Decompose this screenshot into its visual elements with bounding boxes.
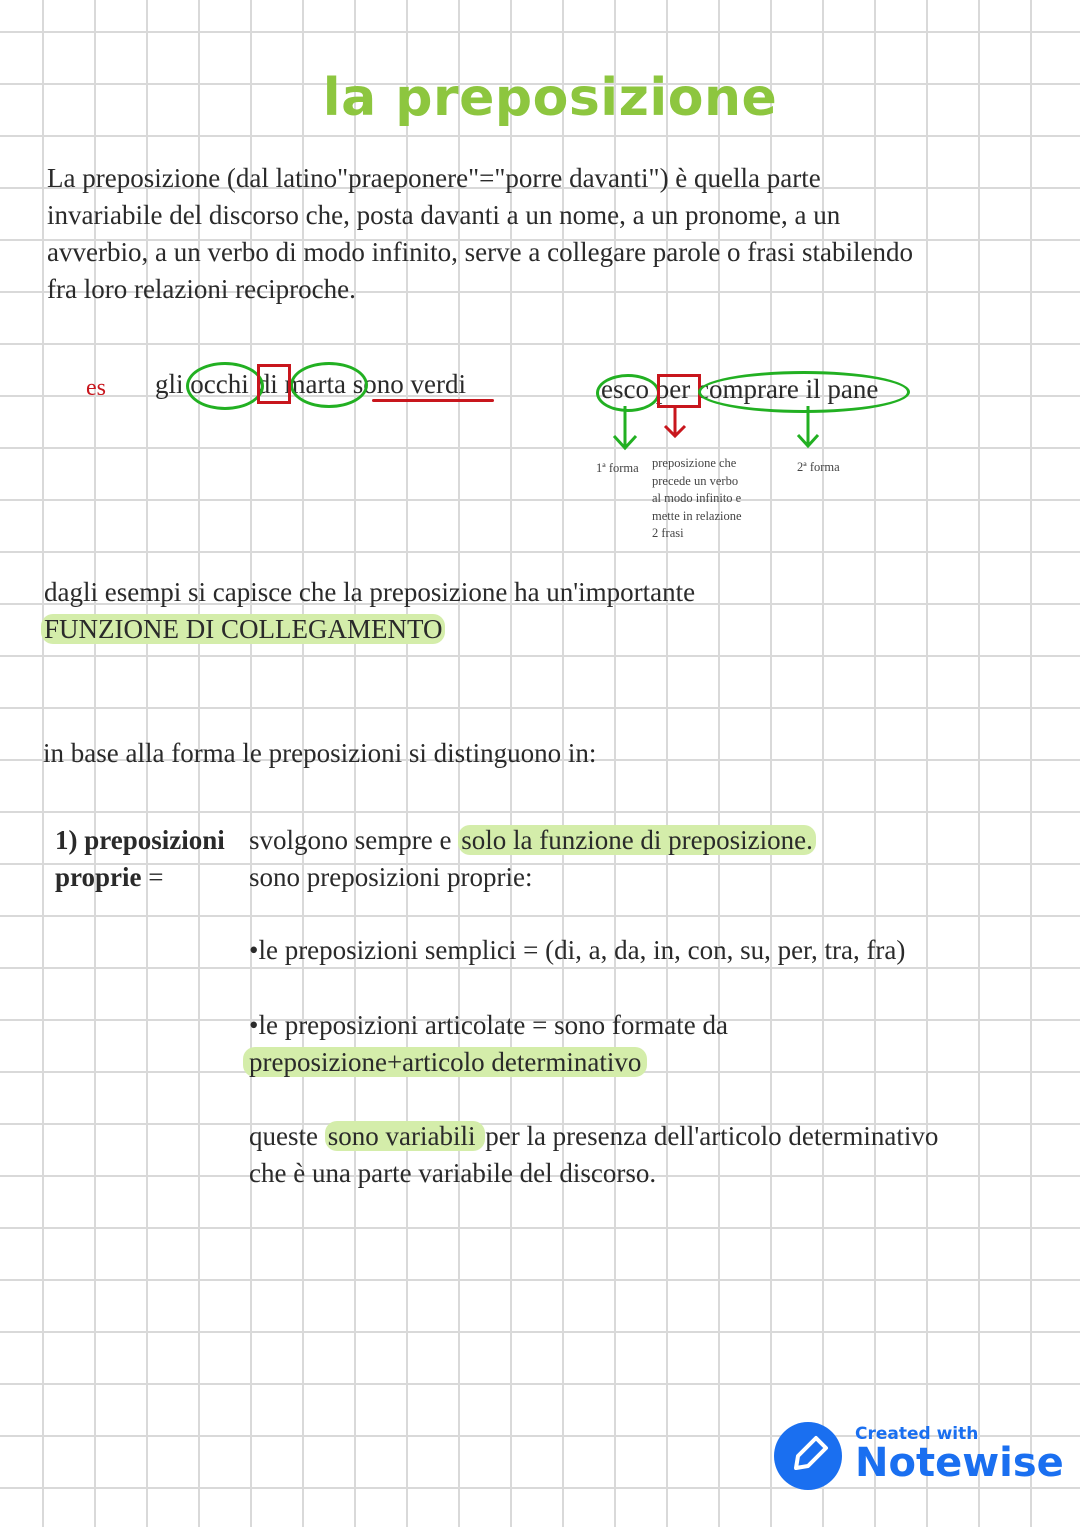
intro-line: La preposizione (dal latino"praeponere"="porre davanti") è quella parte xyxy=(47,163,821,193)
heading-line: 1) preposizioni xyxy=(55,825,225,855)
logo-created-with: Created with xyxy=(855,1424,979,1444)
variabili-note xyxy=(249,1118,938,1192)
highlight: sono variabili xyxy=(325,1121,485,1151)
text: sono preposizioni proprie: xyxy=(249,862,533,892)
note-line: preposizione che xyxy=(652,456,737,470)
word: marta xyxy=(284,369,346,399)
text: svolgono sempre e xyxy=(249,825,459,855)
box-annotation xyxy=(257,364,291,404)
note-line: 2 frasi xyxy=(652,526,684,540)
circle-annotation xyxy=(290,362,368,408)
note-preposition xyxy=(652,455,742,543)
box-annotation xyxy=(657,374,701,408)
proprie-definition xyxy=(249,822,816,896)
note-line: al modo infinito e xyxy=(652,491,742,505)
underline-annotation xyxy=(372,399,494,402)
word: esco xyxy=(601,374,649,404)
note-first-form: 1ª forma xyxy=(596,461,639,475)
forms-intro: in base alla forma le preposizioni si distinguono in: xyxy=(43,738,597,768)
arrows-icon xyxy=(600,404,840,454)
circle-annotation xyxy=(186,362,264,410)
word: occhi xyxy=(190,369,249,399)
word: di xyxy=(256,369,278,399)
word: gli xyxy=(155,369,184,399)
word: sono verdi xyxy=(352,369,466,399)
pencil-icon xyxy=(774,1422,842,1490)
intro-line: avverbio, a un verbo di modo infinito, serve a collegare parole o frasi stabilendo xyxy=(47,237,913,267)
word: comprare il pane xyxy=(696,374,879,404)
conclusion xyxy=(44,574,695,648)
articolate xyxy=(249,1007,728,1081)
semplici: •le preposizioni semplici = (di, a, da, in, con, su, per, tra, fra) xyxy=(249,935,906,965)
text: per la presenza dell'articolo determinativo xyxy=(485,1121,939,1151)
word: per xyxy=(655,374,691,404)
highlight: preposizione+articolo determinativo xyxy=(243,1047,647,1077)
logo-notewise: Notewise xyxy=(855,1440,1064,1486)
text: che è una parte variabile del discorso. xyxy=(249,1158,657,1188)
note-second-form: 2ª forma xyxy=(797,460,840,474)
intro-paragraph xyxy=(47,160,913,308)
text: •le preposizioni articolate = sono formate da xyxy=(249,1010,729,1040)
heading-line: proprie xyxy=(55,862,142,892)
text: queste xyxy=(249,1121,325,1151)
section-heading xyxy=(55,822,225,896)
equals-sign: = xyxy=(148,862,164,892)
intro-line: fra loro relazioni reciproche. xyxy=(47,274,356,304)
example-label: es xyxy=(86,375,106,401)
intro-line: invariabile del discorso che, posta davanti a un nome, a un pronome, a un xyxy=(47,200,841,230)
highlight: solo la funzione di preposizione. xyxy=(458,825,816,855)
notewise-logo xyxy=(774,1422,842,1490)
conclusion-line: dagli esempi si capisce che la preposizione ha un'importante xyxy=(44,577,696,607)
note-line: precede un verbo xyxy=(652,473,739,488)
highlight-function: FUNZIONE DI COLLEGAMENTO xyxy=(41,614,445,644)
note-line: mette in relazione xyxy=(652,508,742,523)
page-title: la preposizione xyxy=(322,68,778,128)
